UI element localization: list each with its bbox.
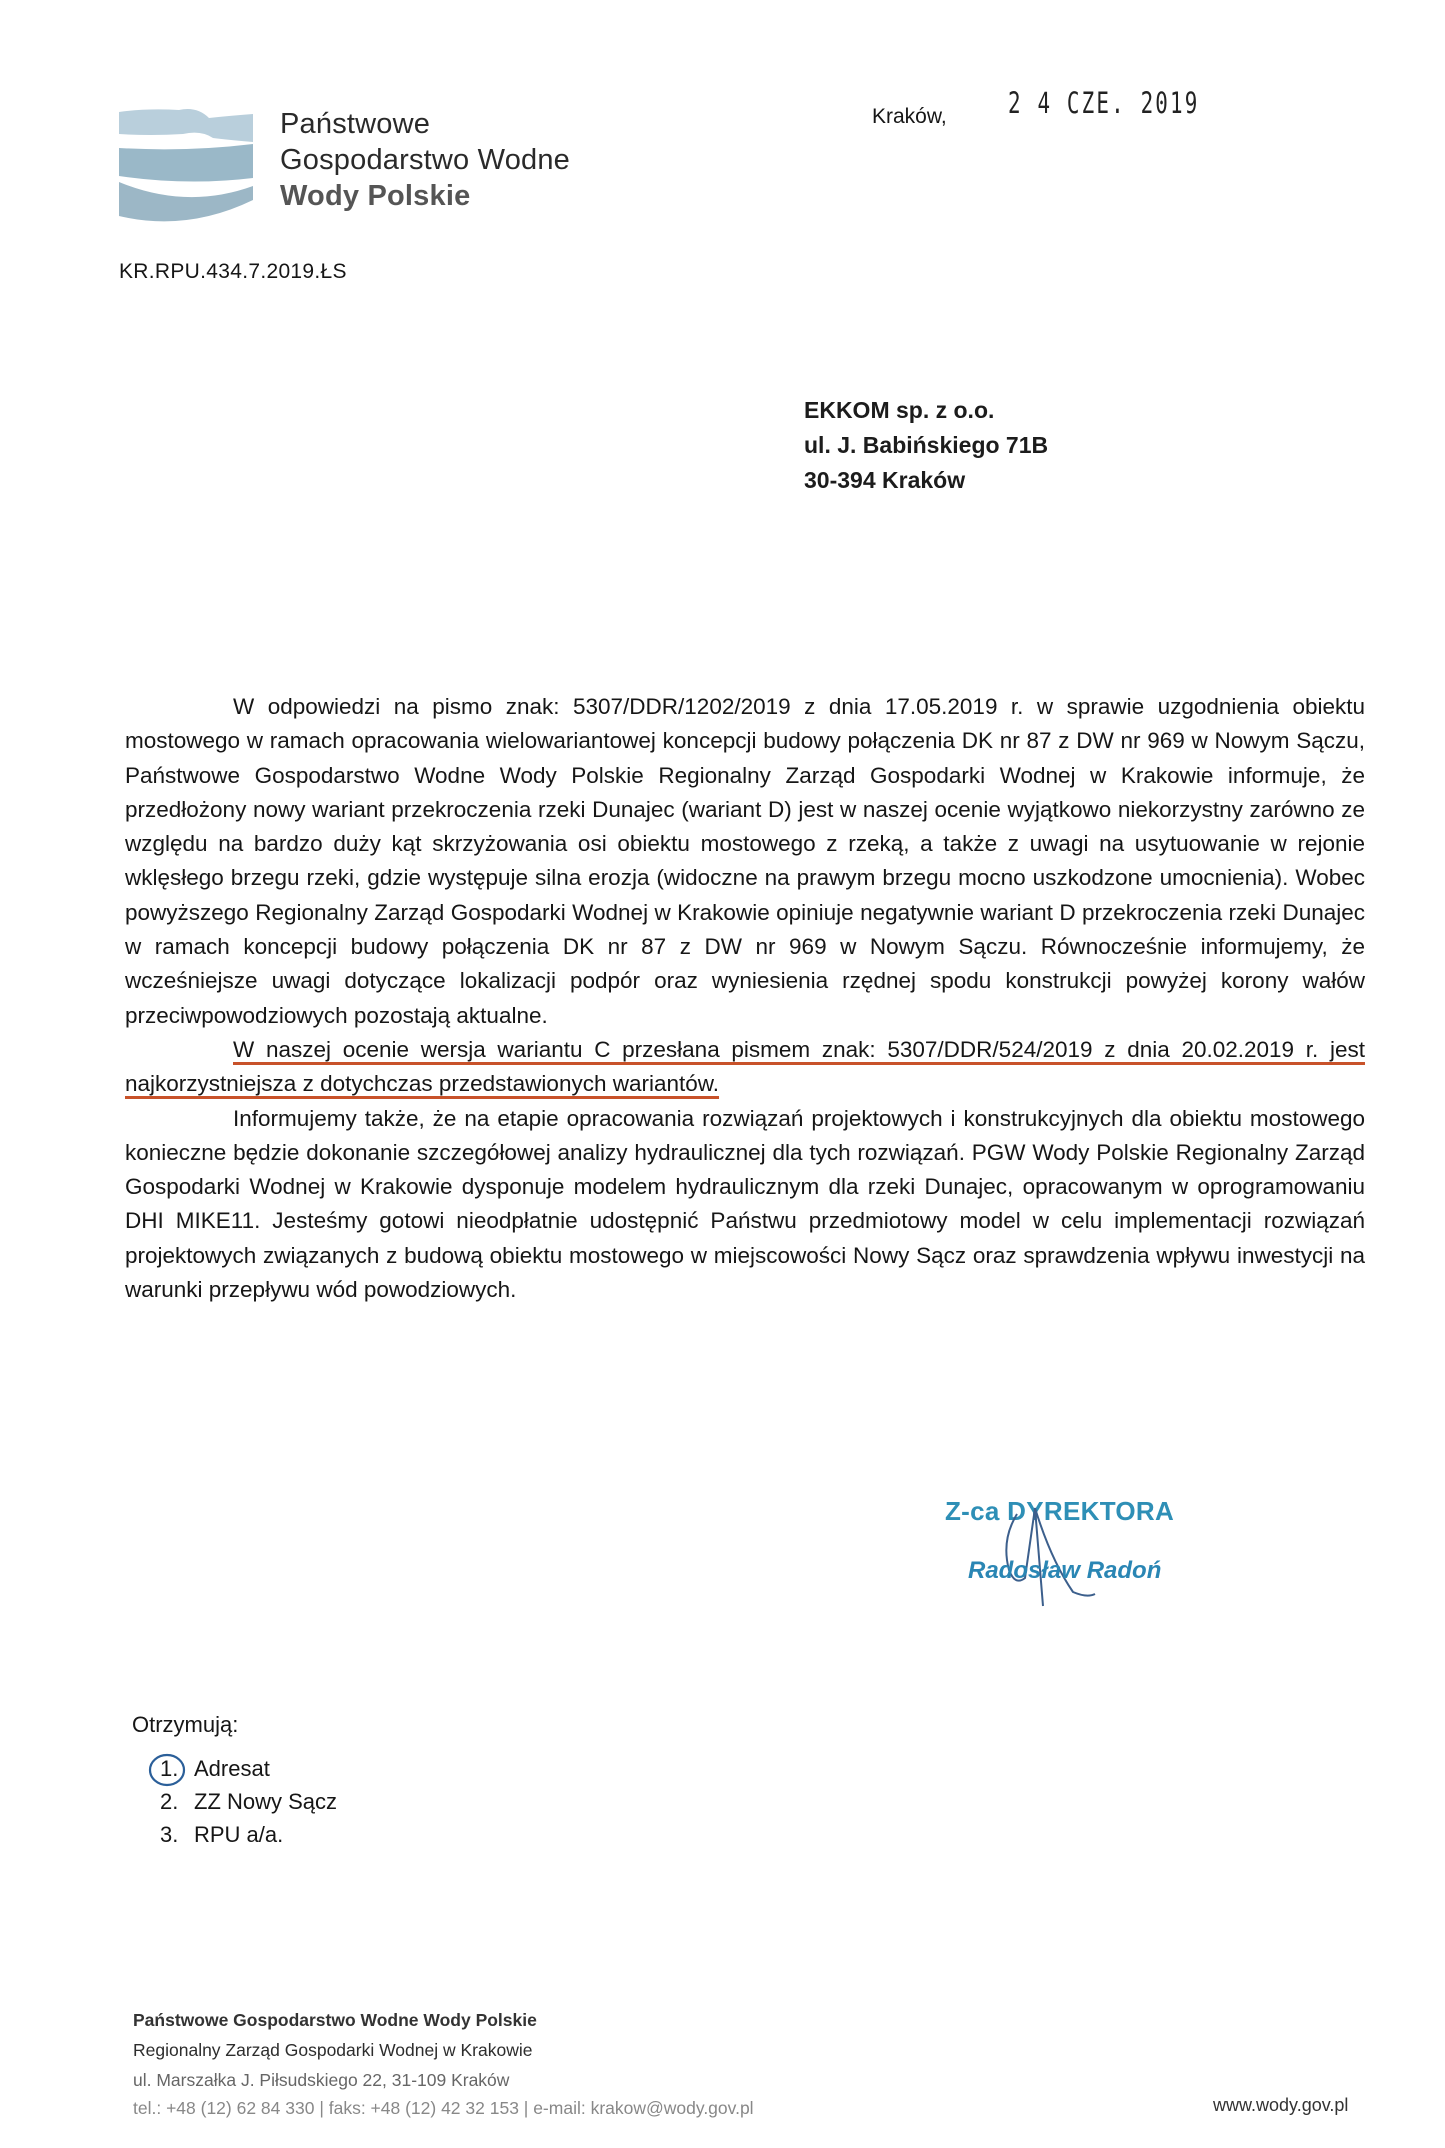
handwritten-signature-icon: [995, 1500, 1115, 1610]
recipient-address-street: ul. J. Babińskiego 71B: [804, 432, 1049, 458]
signatory-name-stamp: Radosław Radoń: [968, 1557, 1162, 1584]
recipient-item-number: 1.: [160, 1756, 179, 1781]
recipient-item-number: 3.: [160, 1822, 179, 1847]
org-name-line-3: Wody Polskie: [280, 180, 471, 212]
footer-org-name: Państwowe Gospodarstwo Wodne Wody Polskie: [133, 2010, 537, 2030]
footer-website-link[interactable]: www.wody.gov.pl: [1213, 2095, 1349, 2115]
date-stamp: 2 4 CZE. 2019: [1008, 86, 1200, 120]
footer-regional-office: Regionalny Zarząd Gospodarki Wodnej w Krakowie: [133, 2040, 533, 2060]
recipient-item: [160, 1756, 270, 1782]
body-paragraph-2: [125, 1033, 1365, 1102]
wody-polskie-logo-icon: [117, 104, 257, 222]
org-name-line-2: Gospodarstwo Wodne: [280, 144, 571, 176]
org-name-line-1: Państwowe: [280, 108, 431, 140]
recipients-label: Otrzymują:: [132, 1712, 239, 1737]
letter-body: [125, 690, 1365, 1307]
footer-address: ul. Marszałka J. Piłsudskiego 22, 31-109 Kraków: [133, 2070, 510, 2090]
recipient-item-number: 2.: [160, 1789, 179, 1814]
highlighted-statement: W naszej ocenie wersja wariantu C przesłana pismem znak: 5307/DDR/524/2019 z dnia 20.02.2019 r. jest najkorzystniejsza z dotychczas przedstawionych wariantów.: [125, 1036, 1365, 1097]
recipient-address-city: 30-394 Kraków: [804, 467, 966, 493]
footer-contact: tel.: +48 (12) 62 84 330 | faks: +48 (12) 42 32 153 | e-mail: krakow@wody.gov.pl: [133, 2098, 754, 2118]
body-paragraph-3: Informujemy także, że na etapie opracowania rozwiązań projektowych i konstrukcyjnych dla obiektu mostowego konieczne będzie dokonanie szczegółowej analizy hydraulicznej dla tych rozwiązań. PGW Wody Polskie Regionalny Zarząd Gospodarki Wodnej w Krakowie dysponuje modelem hydraulicznym dla rzeki Dunajec, opracowanym w oprogramowaniu DHI MIKE11. Jesteśmy gotowi nieodpłatnie udostępnić Państwu przedmiotowy model w celu implementacji rozwiązań projektowych związanych z budową obiektu mostowego w miejscowości Nowy Sącz oraz sprawdzenia wpływu inwestycji na warunki przepływu wód powodziowych.: [125, 1105, 1365, 1303]
place-label: Kraków,: [872, 105, 947, 128]
recipient-item: [160, 1789, 337, 1815]
body-paragraph-1: W odpowiedzi na pismo znak: 5307/DDR/1202/2019 z dnia 17.05.2019 r. w sprawie uzgodnienia obiektu mostowego w ramach opracowania wielowariantowej koncepcji budowy połączenia DK nr 87 z DW nr 969 w Nowym Sączu, Państwowe Gospodarstwo Wodne Wody Polskie Regionalny Zarząd Gospodarki Wodnej w Krakowie informuje, że przedłożony nowy wariant przekroczenia rzeki Dunajec (wariant D) jest w naszej ocenie wyjątkowo niekorzystny zarówno ze względu na bardzo duży kąt skrzyżowania osi obiektu mostowego z rzeką, a także z uwagi na usytuowanie w rejonie wklęsłego brzegu rzeki, gdzie występuje silna erozja (widoczne na prawym brzegu mocno uszkodzone umocnienia). Wobec powyższego Regionalny Zarząd Gospodarki Wodnej w Krakowie opiniuje negatywnie wariant D przekroczenia rzeki Dunajec w ramach koncepcji budowy połączenia DK nr 87 z DW nr 969 w Nowym Sączu. Równocześnie informujemy, że wcześniejsze uwagi dotyczące lokalizacji podpór oraz wyniesienia rzędnej spodu konstrukcji powyżej korony wałów przeciwpowodziowych pozostają aktualne.: [125, 694, 1365, 1028]
reference-number: KR.RPU.434.7.2019.ŁS: [119, 260, 347, 283]
recipient-item-label: RPU a/a.: [194, 1822, 284, 1847]
recipient-item-label: Adresat: [194, 1756, 270, 1781]
recipient-address-company: EKKOM sp. z o.o.: [804, 397, 995, 423]
signature-title-stamp: Z-ca DYREKTORA: [945, 1496, 1175, 1526]
recipient-item-label: ZZ Nowy Sącz: [194, 1789, 338, 1814]
recipient-item: [160, 1822, 283, 1848]
